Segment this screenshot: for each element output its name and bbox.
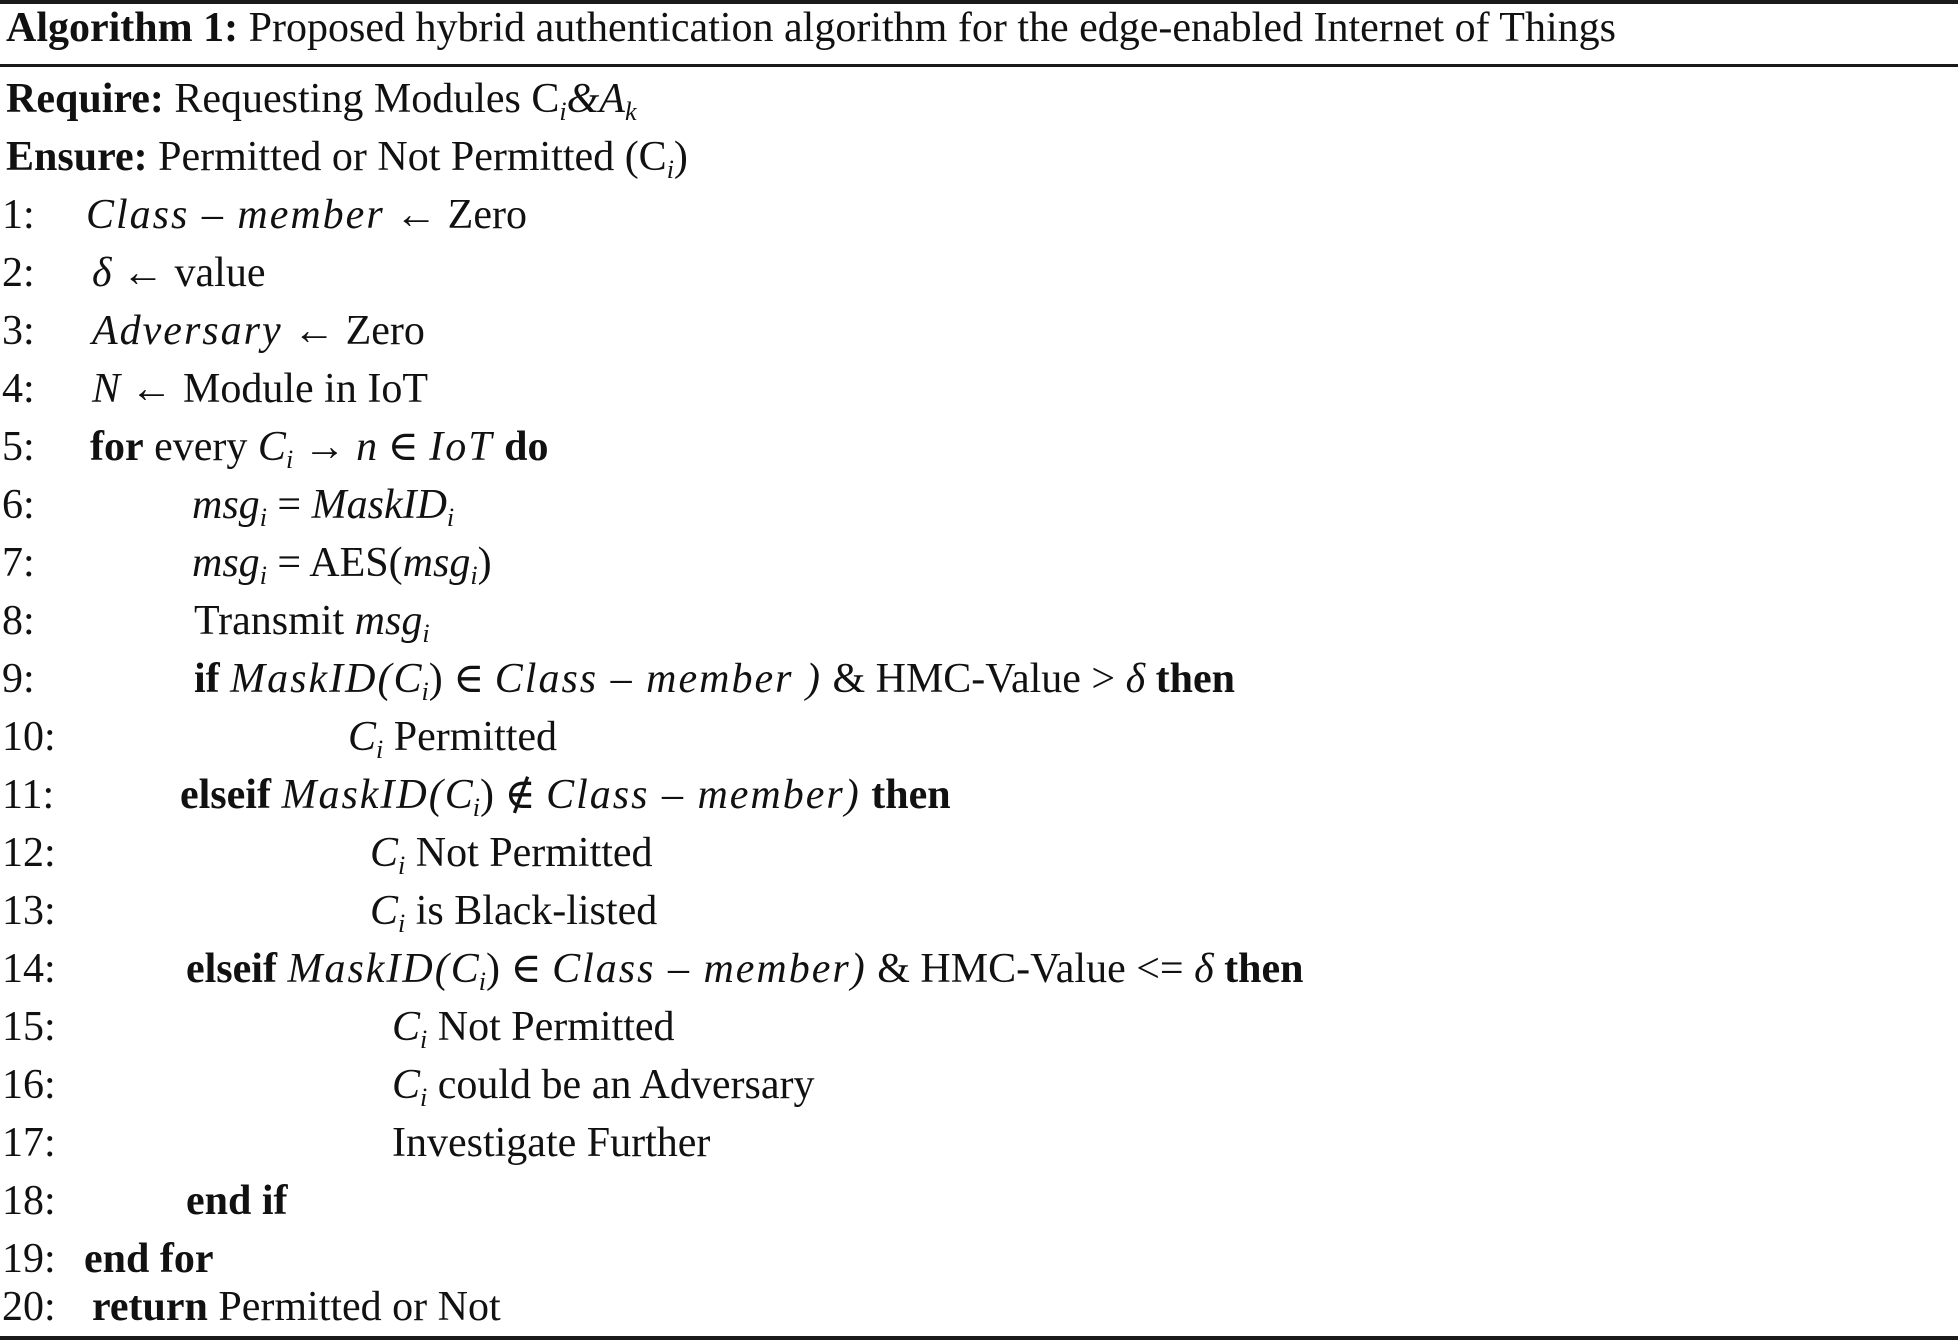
var-c: C (392, 1062, 421, 1108)
assign-arrow: ← (395, 192, 438, 238)
algo-line-10 (0, 708, 1958, 766)
sub-i: i (285, 445, 294, 474)
keyword-elseif: elseif (186, 946, 277, 992)
cond-hmc-le: & HMC-Value <= (877, 946, 1184, 992)
algo-line-16 (0, 1056, 1958, 1114)
algo-line-13 (0, 882, 1958, 940)
ensure-line (6, 128, 688, 186)
require-keyword: Require: (6, 76, 164, 122)
var-msg: msg (192, 540, 260, 586)
word-transmit: Transmit (194, 598, 345, 644)
elem-symbol: ∈ (453, 656, 485, 702)
line-code (392, 1056, 814, 1114)
algo-line-12 (0, 824, 1958, 882)
line-code (186, 940, 1303, 998)
line-code (370, 882, 657, 940)
keyword-then: then (871, 772, 951, 818)
line-code (186, 1172, 288, 1230)
line-code (392, 1114, 710, 1172)
elem-symbol: ∈ (510, 946, 542, 992)
algo-line-20 (0, 1278, 1958, 1336)
word-every: every (154, 424, 248, 470)
var-msg: msg (354, 598, 423, 644)
ensure-close: ) (673, 134, 688, 180)
assign-arrow: ← (130, 366, 173, 412)
algo-line-2 (0, 244, 1958, 302)
keyword-return: return (92, 1284, 208, 1330)
sub-i: i (420, 1025, 428, 1054)
keyword-for: for (90, 424, 144, 470)
line-number: 16: (2, 1062, 56, 1108)
algo-line-14 (0, 940, 1958, 998)
line-code (92, 244, 265, 302)
algo-line-4 (0, 360, 1958, 418)
keyword-if: if (194, 656, 220, 702)
equals: = (277, 482, 302, 528)
sub-i: i (421, 677, 429, 706)
algo-line-1 (0, 186, 1958, 244)
sub-i: i (472, 793, 480, 822)
line-number: 12: (2, 830, 56, 876)
line-number: 8: (2, 598, 35, 644)
line-number: 2: (2, 250, 35, 296)
algo-line-3 (0, 302, 1958, 360)
line-number: 15: (2, 1004, 56, 1050)
sub-i: i (420, 1083, 428, 1112)
algo-line-9 (0, 650, 1958, 708)
line-code (192, 476, 454, 534)
bottom-rule (0, 1336, 1958, 1340)
var-c: C (393, 656, 422, 702)
algo-line-6 (0, 476, 1958, 534)
word-not-permitted: Not Permitted (415, 830, 653, 876)
keyword-end-for: end for (84, 1236, 214, 1282)
var-class-member: Class – member ) (494, 656, 822, 702)
keyword-then: then (1155, 656, 1235, 702)
ensure-sub-i: i (666, 155, 674, 184)
line-number: 17: (2, 1120, 56, 1166)
line-code (92, 1278, 501, 1336)
var-delta: δ (92, 250, 112, 296)
close-paren: ) (479, 772, 494, 818)
algorithm-caption (6, 4, 1616, 52)
func-mask-id: MaskID( (281, 772, 445, 818)
line-number: 7: (2, 540, 35, 586)
require-line (6, 70, 636, 128)
algo-line-17 (0, 1114, 1958, 1172)
cond-hmc-gt: & HMC-Value > (832, 656, 1116, 702)
word-not-permitted: Not Permitted (437, 1004, 675, 1050)
keyword-then: then (1224, 946, 1304, 992)
var-n-lower: n (356, 424, 378, 470)
line-number: 10: (2, 714, 56, 760)
var-delta: δ (1125, 656, 1146, 702)
word-black-listed: is Black-listed (415, 888, 658, 934)
func-aes: AES( (309, 540, 403, 586)
line-code (370, 824, 653, 882)
var-msg: msg (192, 482, 260, 528)
not-elem-symbol: ∉ (504, 772, 536, 818)
var-c: C (370, 888, 399, 934)
close-paren: ) (477, 540, 492, 586)
func-mask-id: MaskID( (230, 656, 394, 702)
caption-text: Proposed hybrid authentication algorithm for the edge-enabled Internet of Things (248, 5, 1616, 51)
var-c: C (450, 946, 479, 992)
line-number: 14: (2, 946, 56, 992)
line-number: 4: (2, 366, 35, 412)
sub-i: i (478, 967, 486, 996)
var-c: C (392, 1004, 421, 1050)
sub-i: i (446, 503, 455, 532)
algo-line-5 (0, 418, 1958, 476)
sub-i: i (376, 735, 384, 764)
word-could-be-adversary: could be an Adversary (437, 1062, 815, 1108)
close-paren: ) (485, 946, 500, 992)
line-code (90, 418, 548, 476)
line-code (194, 592, 430, 650)
sub-i: i (422, 619, 430, 648)
line-code (348, 708, 557, 766)
var-delta: δ (1194, 946, 1214, 992)
value-zero: Zero (345, 308, 425, 354)
close-paren: ) (428, 656, 443, 702)
line-number: 11: (2, 772, 55, 818)
algo-line-8 (0, 592, 1958, 650)
require-amp: &A (566, 76, 625, 122)
sub-i: i (470, 561, 478, 590)
assign-arrow: ← (122, 250, 165, 296)
value-module-in-iot: Module in IoT (183, 366, 428, 412)
value-text: value (174, 250, 266, 296)
word-permitted-or-not: Permitted or Not (218, 1284, 501, 1330)
line-number: 18: (2, 1178, 56, 1224)
line-number: 20: (2, 1284, 56, 1330)
ensure-text: Permitted or Not Permitted (C (158, 134, 667, 180)
var-mask-id: MaskID (311, 482, 447, 528)
algo-line-15 (0, 998, 1958, 1056)
require-text: Requesting Modules C (174, 76, 560, 122)
var-n: N (92, 366, 121, 412)
keyword-do: do (504, 424, 549, 470)
sub-i: i (259, 503, 267, 532)
var-adversary: Adversary (92, 308, 283, 354)
line-code (92, 302, 425, 360)
line-number: 5: (2, 424, 35, 470)
line-number: 1: (2, 192, 35, 238)
line-code (86, 186, 527, 244)
word-permitted: Permitted (393, 714, 558, 760)
var-c: C (257, 424, 286, 470)
keyword-elseif: elseif (180, 772, 271, 818)
func-mask-id: MaskID( (287, 946, 451, 992)
var-msg: msg (402, 540, 471, 586)
line-number: 19: (2, 1236, 56, 1282)
line-number: 13: (2, 888, 56, 934)
line-code (392, 998, 675, 1056)
line-code (194, 650, 1235, 708)
equals: = (277, 540, 302, 586)
caption-label: Algorithm 1: (6, 5, 239, 51)
value-zero: Zero (447, 192, 527, 238)
var-c: C (370, 830, 399, 876)
word-investigate-further: Investigate Further (392, 1120, 711, 1166)
line-code (180, 766, 951, 824)
line-number: 9: (2, 656, 35, 702)
var-c: C (444, 772, 473, 818)
require-sub-k: k (624, 97, 637, 126)
var-c: C (348, 714, 377, 760)
var-class-member: Class – member (86, 192, 385, 238)
algo-line-18 (0, 1172, 1958, 1230)
algo-line-7 (0, 534, 1958, 592)
var-class-member: Class – member) (552, 946, 867, 992)
sub-i: i (398, 851, 406, 880)
var-class-member: Class – member) (546, 772, 861, 818)
line-number: 3: (2, 308, 35, 354)
assign-arrow: ← (293, 308, 336, 354)
line-code (92, 360, 428, 418)
keyword-end-if: end if (186, 1178, 288, 1224)
line-number: 6: (2, 482, 35, 528)
algo-line-11 (0, 766, 1958, 824)
ensure-keyword: Ensure: (6, 134, 148, 180)
var-iot: IoT (429, 424, 494, 470)
sub-i: i (398, 909, 406, 938)
line-code (192, 534, 492, 592)
elem-symbol: ∈ (387, 424, 419, 470)
sub-i: i (259, 561, 267, 590)
caption-rule (0, 64, 1958, 67)
require-sub-i: i (559, 97, 567, 126)
arrow-right: → (303, 424, 346, 470)
